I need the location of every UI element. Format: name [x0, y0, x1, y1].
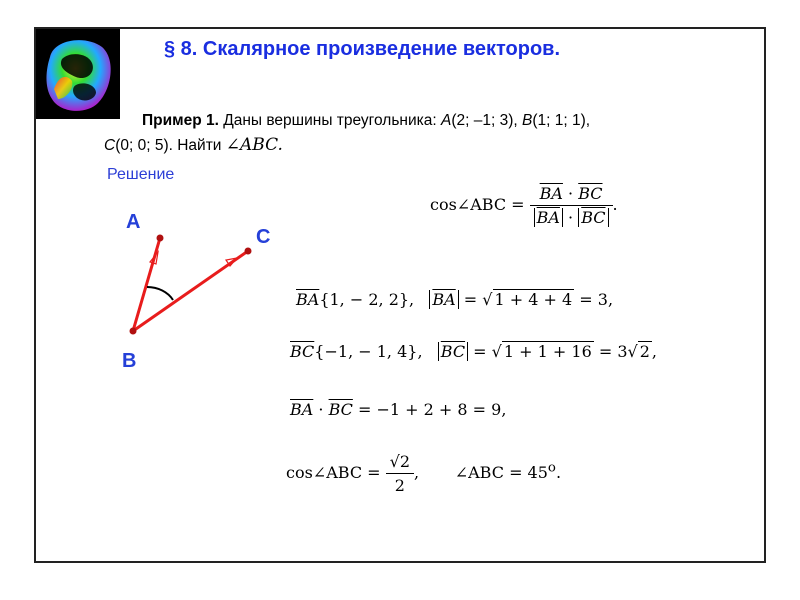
label-a: A [126, 211, 141, 233]
vector-ba [133, 238, 160, 331]
vector-bc [133, 251, 248, 331]
problem-label: Пример 1. [142, 112, 219, 129]
angle-arc [147, 287, 173, 300]
find-angle: ∠ABC. [225, 135, 283, 155]
point-c [245, 248, 252, 255]
formula-dot-product: $\overline{BA} \cdot \overline{BC} = -1 + 2 + 8 = 9$, [290, 400, 507, 419]
problem-statement: Пример 1. Даны вершины треугольника: A(2; –1; 3), B(1; 1; 1), C(0; 0; 5). Найти ∠ABC. [104, 112, 591, 155]
solution-label: Решение [107, 166, 175, 183]
angle-result: ∠ABC = 45 [454, 463, 548, 482]
formula-ba: $\overline{BA}\{1$, − 2, 2}, $\overline{BA}$ = √ 1 + 4 + 4 = 3, [296, 290, 614, 309]
formula-cos-definition: cos∠ABC = $\frac{\overline{BA} \cdot \overline{BC}}{\overline{BA} \cdot \overline{BC}}$ . [430, 184, 618, 227]
formula-cos-result: cos∠ABC = $\frac{√2}{2}$ , ∠ABC = $45^o$. [286, 452, 562, 495]
page-title: § 8. Скалярное произведение векторов. [164, 38, 561, 60]
label-b: B [122, 350, 137, 372]
point-b [130, 328, 137, 335]
label-c: C [256, 226, 271, 248]
formula-bc: $\overline{BC}\{-1$, − 1, 4}, $\overline{BC}$ = √ 1 + 1 + 16 = 3√ 2 , [290, 342, 657, 361]
point-a [157, 235, 164, 242]
